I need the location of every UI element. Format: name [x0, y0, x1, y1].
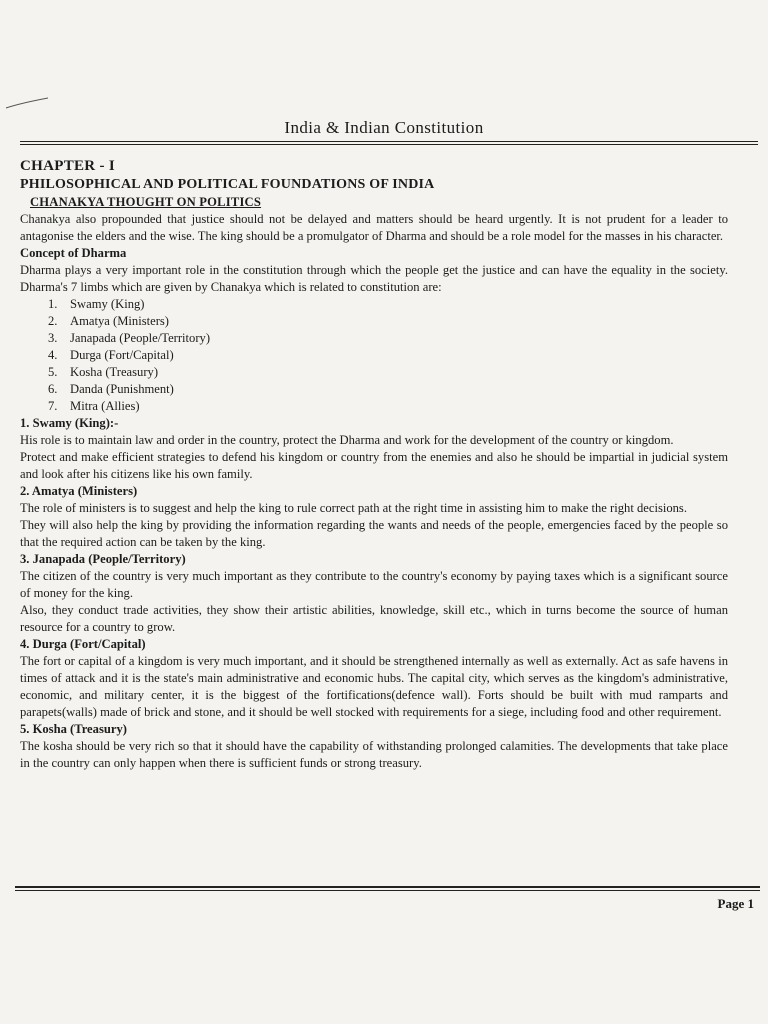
section-paragraph: The kosha should be very rich so that it should have the capability of withstanding prolonged calamities. The developments that take place in the country can only happen when there is sufficient funds or strong treasury. [20, 739, 728, 770]
section-title: CHANAKYA THOUGHT ON POLITICS [30, 195, 262, 209]
section-heading-kosha: 5. Kosha (Treasury) [20, 722, 127, 736]
footer-rule [15, 886, 760, 891]
dharma-paragraph: Dharma plays a very important role in the constitution through which the people get the justice and can have the equality in the society. Dharma's 7 limbs which are given by Chanakya which is related to constitution are: [20, 263, 728, 294]
section-heading-janapada: 3. Janapada (People/Territory) [20, 552, 186, 566]
section-heading-durga: 4. Durga (Fort/Capital) [20, 637, 146, 651]
section-paragraph: The fort or capital of a kingdom is very much important, and it should be strengthened internally as well as externally. Act as safe havens in times of attack and it is the state's main administrative and economic hubs. The capital city, which serves as the kingdom's administrative, economic, and military center, it is the biggest of the fortifications(defence wall). Forts should be built with mud ramparts and parapets(walls) made of brick and stone, and it should be well stocked with requirements for a siege, including food and other requirement. [20, 654, 728, 719]
list-item: 3. Janapada (People/Territory) [48, 331, 211, 345]
running-header-title: India & Indian Constitution [284, 118, 484, 137]
section-paragraph: Also, they conduct trade activities, they show their artistic abilities, knowledge, skill etc., which in turns become the source of human resource for a country to grow. [20, 603, 728, 634]
page-content [20, 157, 728, 772]
section-paragraph: The role of ministers is to suggest and help the king to rule correct path at the right time in assisting him to make the right decisions. [20, 501, 687, 515]
page-number: Page 1 [717, 896, 754, 911]
section-paragraph: Protect and make efficient strategies to defend his kingdom or country from the enemies and also he should be impartial in judicial system and look after his citizens like his own family. [20, 450, 728, 481]
header-rule [20, 141, 758, 145]
pen-scribble-mark [4, 96, 50, 110]
section-heading-swamy: 1. Swamy (King):- [20, 416, 119, 430]
chapter-number: CHAPTER - I [20, 158, 115, 174]
section-paragraph: The citizen of the country is very much important as they contribute to the country's economy by paying taxes which is a significant source of money for the king. [20, 569, 728, 600]
list-item: 5. Kosha (Treasury) [48, 365, 159, 379]
list-item: 6. Danda (Punishment) [48, 382, 174, 396]
list-item: 2. Amatya (Ministers) [48, 314, 169, 328]
list-item: 1. Swamy (King) [48, 297, 145, 311]
chapter-title: PHILOSOPHICAL AND POLITICAL FOUNDATIONS OF INDIA [20, 177, 435, 192]
intro-paragraph: Chanakya also propounded that justice should not be delayed and matters should be heard urgently. It is not prudent for a leader to antagonise the elders and the wise. The king should be a promulgator of Dharma and should be a role model for the masses in his character. [20, 212, 728, 243]
section-heading-amatya: 2. Amatya (Ministers) [20, 484, 138, 498]
dharma-heading: Concept of Dharma [20, 246, 127, 260]
list-item: 4. Durga (Fort/Capital) [48, 348, 174, 362]
list-item: 7. Mitra (Allies) [48, 399, 140, 413]
section-paragraph: They will also help the king by providing the information regarding the wants and needs of the people, emergencies faced by the people so that the required action can be taken by the king. [20, 518, 728, 549]
dharma-limbs-list [20, 296, 728, 415]
section-paragraph: His role is to maintain law and order in the country, protect the Dharma and work for the development of the country or kingdom. [20, 433, 674, 447]
